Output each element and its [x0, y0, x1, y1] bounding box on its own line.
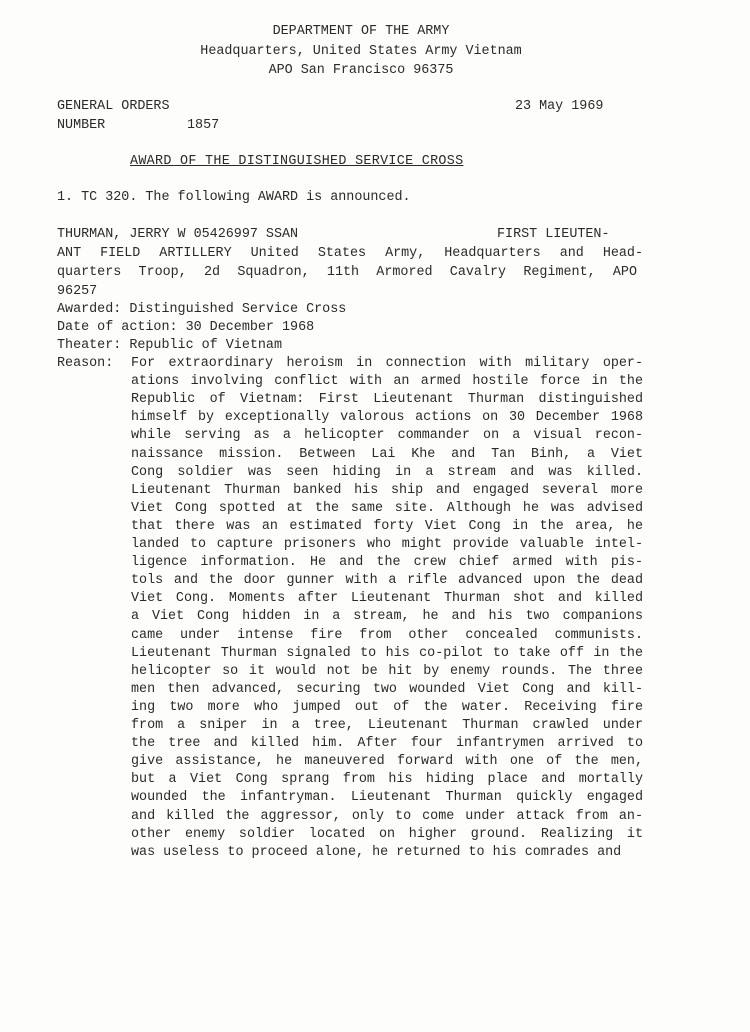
reason-text-line: Viet Cong. Moments after Lieutenant Thurman shot and killed: [131, 591, 643, 607]
theater-field: Theater: Republic of Vietnam: [57, 338, 282, 353]
reason-text-line: Lieutenant Thurman banked his ship and engaged several more: [131, 482, 643, 498]
reason-text-line: that there was an estimated forty Viet Cong in the area, he: [131, 518, 643, 534]
headquarters-line: Headquarters, United States Army Vietnam: [200, 44, 522, 59]
reason-label: Reason:: [57, 356, 114, 371]
reason-text-line: helicopter so it would not be hit by enemy rounds. The three: [131, 663, 643, 679]
reason-text-line: other enemy soldier located on higher ground. Realizing it: [131, 826, 643, 842]
general-orders-label: GENERAL ORDERS: [57, 99, 170, 114]
reason-text-line: naissance mission. Between Lai Khe and Tan Binh, a Viet: [131, 446, 643, 462]
date-of-action-field: Date of action: 30 December 1968: [57, 320, 315, 335]
recipient-unit-line: ANT FIELD ARTILLERY United States Army, Headquarters and Head-: [57, 246, 643, 261]
reason-text-line: Cong soldier was seen hiding in a stream and was killed.: [131, 464, 643, 480]
recipient-apo: 96257: [57, 284, 98, 299]
reason-text-line: wounded the infantryman. Lieutenant Thurman quickly engaged: [131, 790, 643, 806]
reason-text-line: himself by exceptionally valorous actions on 30 December 1968: [131, 410, 643, 426]
reason-text-line: men then advanced, securing two wounded Viet Cong and kill-: [131, 681, 643, 697]
document-title: AWARD OF THE DISTINGUISHED SERVICE CROSS: [130, 154, 464, 169]
department-heading: DEPARTMENT OF THE ARMY: [272, 24, 450, 39]
reason-text-line: landed to capture prisoners who might provide valuable intel-: [131, 537, 643, 552]
reason-text-line: was useless to proceed alone, he returned to his comrades and: [131, 844, 622, 860]
reason-text-line: but a Viet Cong sprang from his hiding place and mortally: [131, 772, 643, 788]
reason-text-line: Lieutenant Thurman signaled to his co-pilot to take off in the: [131, 645, 643, 661]
reason-text-line: a Viet Cong hidden in a stream, he and his two companions: [131, 609, 643, 625]
reason-text-line: ations involving conflict with an armed hostile force in the: [131, 374, 643, 390]
reason-text-line: For extraordinary heroism in connection with military oper-: [131, 356, 643, 371]
order-number: 1857: [187, 118, 220, 133]
reason-text-line: tols and the door gunner with a rifle advanced upon the dead: [131, 573, 643, 589]
recipient-rank-start: FIRST LIEUTEN-: [497, 227, 610, 242]
reason-text-line: and killed the aggressor, only to come under attack from an-: [131, 808, 643, 824]
awarded-field: Awarded: Distinguished Service Cross: [57, 302, 347, 317]
reason-text-line: from a sniper in a tree, Lieutenant Thurman crawled under: [131, 718, 643, 733]
apo-line: APO San Francisco 96375: [268, 63, 454, 78]
reason-text-line: Republic of Vietnam: First Lieutenant Thurman distinguished: [131, 392, 643, 408]
reason-text-line: give assistance, he maneuvered forward with one of the men,: [131, 754, 643, 770]
recipient-unit-line: quarters Troop, 2d Squadron, 11th Armored Cavalry Regiment, APO: [57, 265, 637, 280]
reason-text-line: ing two more who jumped out of the water. Receiving fire: [131, 699, 643, 715]
reason-text-line: while serving as a helicopter commander on a visual recon-: [131, 428, 643, 444]
recipient-name-line: THURMAN, JERRY W 05426997 SSAN: [57, 227, 299, 242]
reason-text-line: came under intense fire from other concealed communists.: [131, 627, 643, 643]
reason-text-line: the tree and killed him. After four infantrymen arrived to: [131, 736, 643, 752]
reason-text-line: Viet Cong spotted at the same site. Although he was advised: [131, 500, 643, 516]
order-date: 23 May 1969: [515, 99, 604, 114]
number-label: NUMBER: [57, 118, 106, 133]
announcement-line: 1. TC 320. The following AWARD is announced.: [57, 190, 411, 205]
reason-text-line: ligence information. He and the crew chief armed with pis-: [131, 555, 643, 571]
